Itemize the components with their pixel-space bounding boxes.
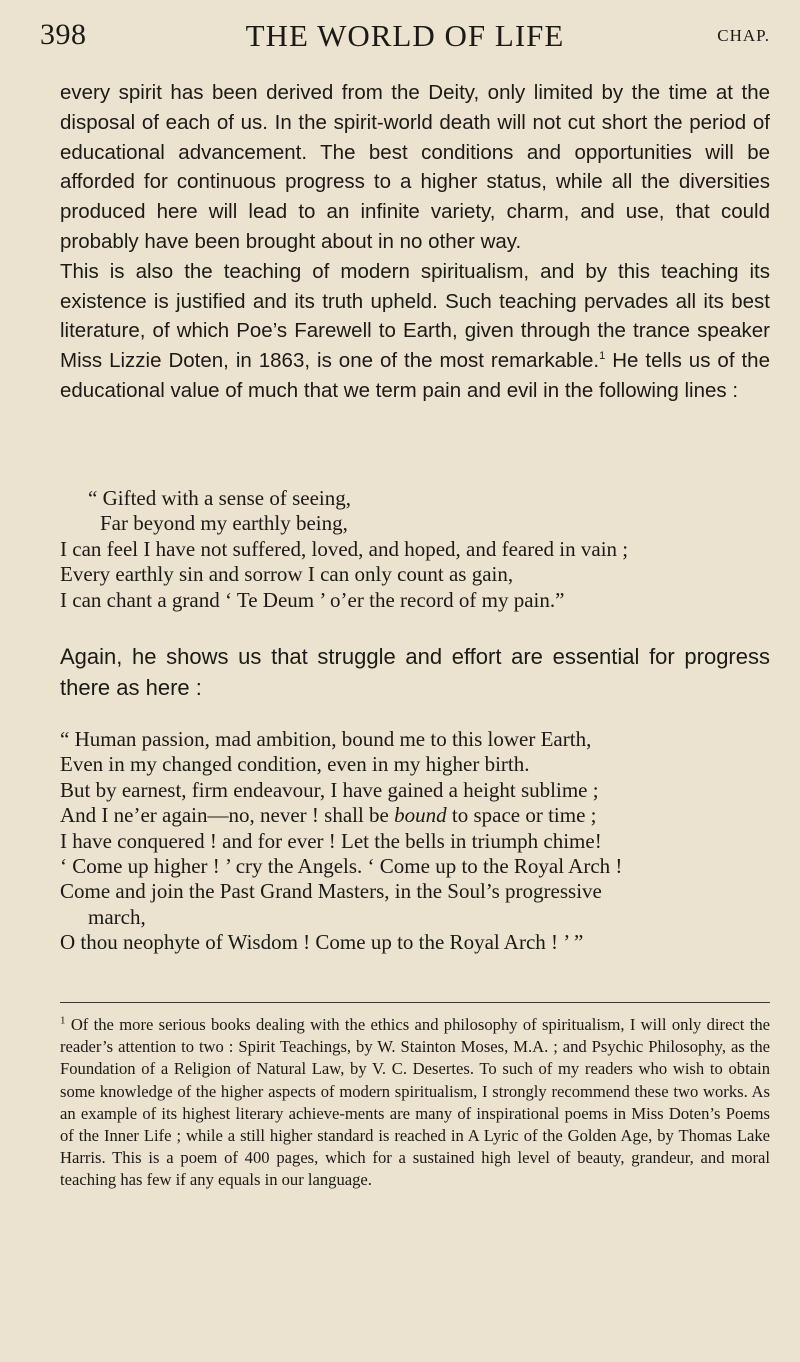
- paragraph-continued: every spirit has been derived from the Deity, only limited by the time at the disposal of each of us. In the spirit-world death will not cut short the period of educational advancement. The best conditions and opportunities will be afforded for continuous progress to a higher status, while all the diversities produced here will lead to an infinite variety, charm, and use, that could probably have been brought about in no other way.: [60, 81, 770, 253]
- poem2-line-4-italic: bound: [394, 803, 447, 828]
- poem2-line-6: ‘ Come up higher ! ’ cry the Angels. ‘ Come up to the Royal Arch !: [60, 854, 623, 879]
- chapter-marker: CHAP.: [717, 26, 770, 45]
- footnote: [60, 1014, 770, 1192]
- main-text-block: [60, 78, 770, 406]
- paragraph-spiritualism-text-after: He tells us of the educational value of much that we term pain and evil in the following lines :: [60, 349, 770, 402]
- poem2-line-7: Come and join the Past Grand Masters, in the Soul’s progressive: [60, 879, 602, 904]
- paragraph-spiritualism-text: This is also the teaching of modern spiritualism, and by this teaching its existence is justified and its truth upheld. Such teaching pervades all its best literature, of which Poe’s Farewell to Earth, given through the trance speaker Miss Lizzie Doten, in 1863, is one of the most remarkable.: [60, 259, 770, 373]
- poem2-line-5: I have conquered ! and for ever ! Let the bells in triumph chime!: [60, 828, 602, 853]
- poem2-line-4: [60, 803, 772, 828]
- running-title: THE WORLD OF LIFE: [245, 18, 565, 53]
- poem1-line-1: “ Gifted with a sense of seeing,: [88, 486, 352, 510]
- page-number: 398: [40, 18, 87, 51]
- paragraph-struggle: [60, 642, 770, 704]
- poem1-line-5: I can chant a grand ‘ Te Deum ’ o’er the record of my pain.”: [60, 587, 565, 612]
- poem2-line-8: O thou neophyte of Wisdom ! Come up to the Royal Arch ! ’ ”: [60, 930, 584, 955]
- poem1-line-3: I can feel I have not suffered, loved, and hoped, and feared in vain ;: [60, 536, 629, 561]
- paragraph-spiritualism: [60, 257, 770, 406]
- poem2-line-3: But by earnest, firm endeavour, I have gained a height sublime ;: [60, 777, 599, 802]
- poem1-line-2: Far beyond my earthly being,: [100, 511, 348, 536]
- poem2-line-4-end: to space or time ;: [446, 803, 597, 828]
- running-header: [40, 18, 770, 58]
- footnote-divider: [60, 1002, 770, 1003]
- paragraph-struggle-text: Again, he shows us that struggle and effort are essential for progress there as here :: [60, 644, 770, 700]
- poem2-line-2: Even in my changed condition, even in my higher birth.: [60, 752, 530, 777]
- poem2-line-7-continued: march,: [88, 904, 146, 929]
- poem-excerpt-1: [60, 486, 772, 613]
- footnote-number: 1: [60, 1014, 66, 1027]
- poem-excerpt-2: [60, 727, 772, 956]
- poem1-line-4: Every earthly sin and sorrow I can only count as gain,: [60, 562, 514, 587]
- poem2-line-4-start: And I ne’er again—no, never ! shall be: [60, 803, 395, 828]
- footnote-text: Of the more serious books dealing with the ethics and philosophy of spiritualism, I will only direct the reader’s attention to two : Spirit Teachings, by W. Stainton Moses, M.A. ; and Psychic Philosophy, as the Foundation of a Religion of Natural Law, by V. C. Desertes. To such of my readers who wish to obtain some knowledge of the higher aspects of modern spiritualism, I strongly recommend these two works. As an example of its highest literary achieve-ments are many of inspirational poems in Miss Doten’s Poems of the Inner Life ; while a still higher standard is reached in A Lyric of the Golden Age, by Thomas Lake Harris. This is a poem of 400 pages, which for a sustained high level of beauty, grandeur, and moral teaching has few if any equals in our language.: [60, 1015, 770, 1190]
- footnote-reference[interactable]: 1: [599, 350, 606, 363]
- poem2-line-1: “ Human passion, mad ambition, bound me to this lower Earth,: [60, 727, 592, 751]
